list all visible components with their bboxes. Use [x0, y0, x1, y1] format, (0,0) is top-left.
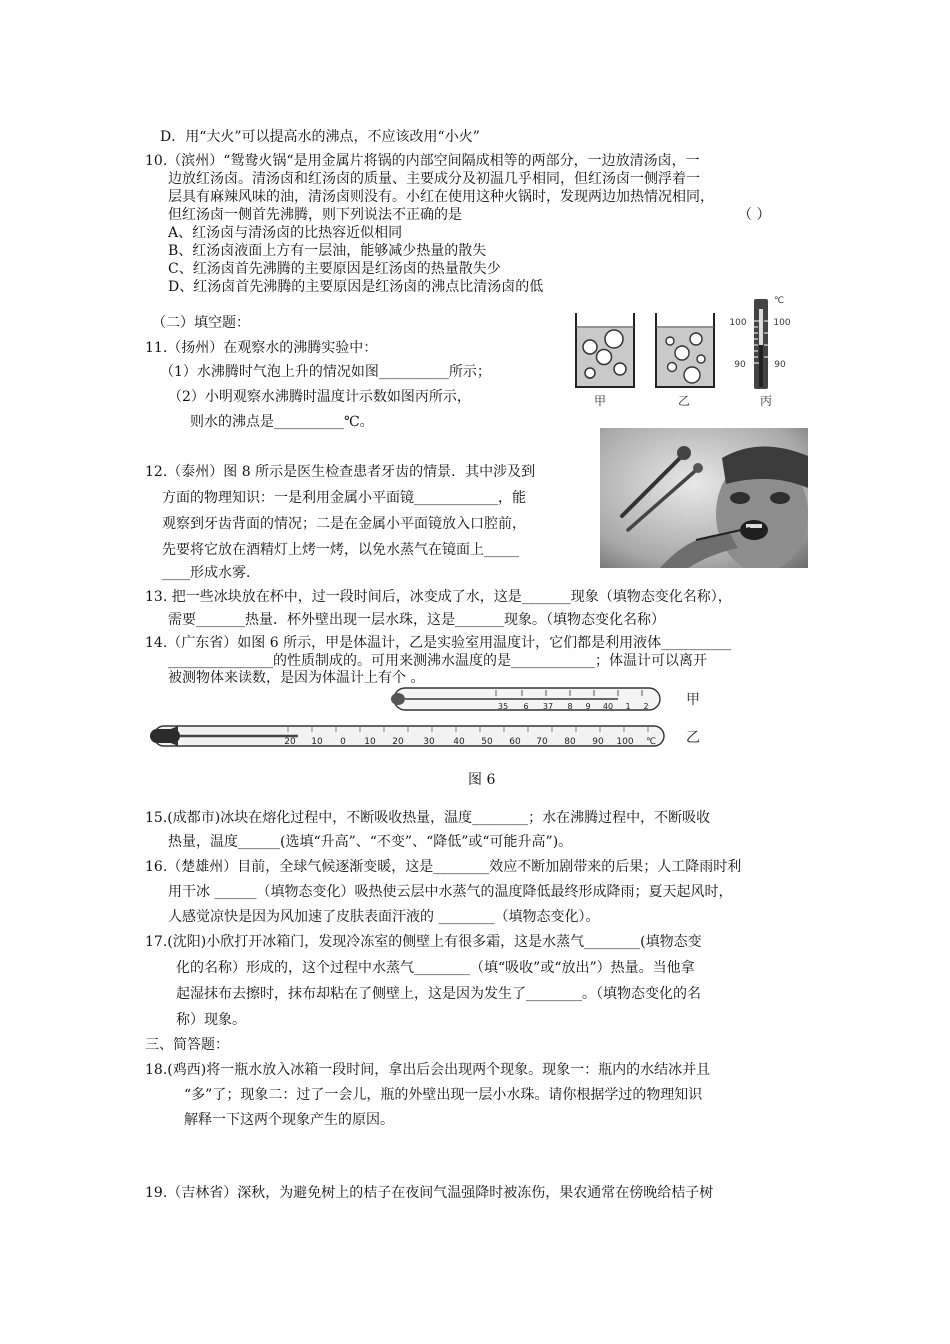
yi-tick-20: 20 — [392, 737, 404, 747]
q10-option-b: B、红汤卤液面上方有一层油，能够减少热量的散失 — [168, 243, 487, 259]
label-jia: 甲 — [686, 692, 700, 708]
yi-tick-unit: ℃ — [645, 737, 657, 747]
q14-line1: 14.（广东省）如图 6 所示，甲是体温计，乙是实验室用温度计，它们都是利用液体__________ — [145, 635, 732, 651]
beaker-jia-label: 甲 — [593, 394, 607, 408]
q18-line3: 解释一下这两个现象产生的原因。 — [184, 1112, 394, 1128]
yi-tick-30: 30 — [423, 737, 435, 747]
yi-tick-50: 50 — [481, 737, 493, 747]
yi-tick-10: 10 — [364, 737, 376, 747]
q19-line1: 19.（吉林省）深秋，为避免树上的桔子在夜间气温强降时被冻伤，果农通常在傍晚给桔子树 — [145, 1185, 714, 1201]
thermometer-bing — [754, 299, 768, 389]
yi-tick-100: 100 — [616, 737, 634, 747]
q12-line2: 方面的物理知识：一是利用金属小平面镜____________，能 — [162, 490, 526, 506]
jia-tick-35: 35 — [497, 702, 509, 711]
q12-line1: 12.（泰州）图 8 所示是医生检查患者牙齿的情景．其中涉及到 — [145, 464, 536, 480]
q13-line1: 13. 把一些冰块放在杯中，过一段时间后，冰变成了水，这是_______现象（填物态变化名称）， — [145, 589, 732, 605]
q15-line2: 热量，温度______(选填“升高”、“不变”、“降低”或“可能升高”)。 — [168, 834, 573, 850]
q15-line1: 15.(成都市)冰块在熔化过程中，不断吸收热量，温度________；水在沸腾过程中，不断吸收 — [145, 810, 711, 826]
boiling-experiment-figure — [568, 295, 808, 410]
q12-line4: 先要将它放在酒精灯上烤一烤，以免水蒸气在镜面上_____ — [162, 542, 519, 558]
yi-tick-m10: 10 — [311, 737, 323, 747]
dentist-photo — [600, 428, 808, 568]
yi-tick-90: 90 — [592, 737, 604, 747]
q10-option-d: D、红汤卤首先沸腾的主要原因是红汤卤的沸点比清汤卤的低 — [168, 279, 544, 295]
thermometer-bing-label: 丙 — [759, 394, 773, 408]
beaker-yi-label: 乙 — [677, 394, 691, 408]
beaker-yi — [656, 313, 714, 387]
q16-line3: 人感觉凉快是因为风加速了皮肤表面汗液的 ________（填物态变化）。 — [168, 909, 600, 925]
q14-line2: _______________的性质制成的。可用来测沸水温度的是____________；体温计可以离开 — [168, 653, 707, 669]
section-short-answer-heading: 三、简答题： — [145, 1037, 229, 1053]
q17-line2: 化的名称）形成的，这个过程中水蒸气________（填“吸收”或“放出”）热量。当他拿 — [176, 960, 695, 976]
jia-tick-37: 37 — [542, 702, 554, 711]
q10-answer-bracket: （ ） — [738, 207, 771, 223]
q17-line4: 称）现象。 — [176, 1012, 246, 1028]
thermometer-unit: ℃ — [774, 296, 785, 306]
q12-line3: 观察到牙齿背面的情况；二是在金属小平面镜放入口腔前， — [162, 516, 526, 532]
thermo-left-90: 90 — [734, 360, 746, 370]
q10-line2: 边放红汤卤。清汤卤和红汤卤的质量、主要成分及初温几乎相同，但红汤卤一侧浮着一 — [168, 171, 700, 187]
jia-tick-39: 9 — [585, 702, 591, 711]
jia-tick-40: 40 — [602, 702, 614, 711]
q11-line1: 11.（扬州）在观察水的沸腾实验中： — [145, 340, 378, 356]
beaker-jia — [576, 313, 634, 387]
q14-line3: 被测物体来读数，是因为体温计上有个 。 — [168, 670, 425, 686]
q11-line4: 则水的沸点是__________℃。 — [190, 414, 374, 430]
q10-option-a: A、红汤卤与清汤卤的比热容近似相同 — [168, 225, 403, 241]
section-fill-in-heading: （二）填空题： — [152, 315, 250, 331]
q10-option-c: C、红汤卤首先沸腾的主要原因是红汤卤的热量散失少 — [168, 261, 501, 277]
q16-line2: 用干冰 ______（填物态变化）吸热使云层中水蒸气的温度降低最终形成降雨；夏天起风时， — [168, 884, 733, 900]
yi-tick-m20: 20 — [284, 737, 296, 747]
yi-tick-0: 0 — [340, 737, 346, 747]
q10-line4: 但红汤卤一侧首先沸腾，则下列说法不正确的是 — [168, 207, 462, 223]
thermo-right-90: 90 — [774, 360, 786, 370]
q11-line3: （2）小明观察水沸腾时温度计示数如图丙所示， — [168, 389, 471, 405]
jia-tick-42: 2 — [643, 702, 649, 711]
lab-thermometer — [150, 726, 664, 746]
yi-tick-80: 80 — [564, 737, 576, 747]
q17-line3: 起湿抹布去擦时，抹布却粘在了侧壁上，这是因为发生了________。（填物态变化的名 — [176, 986, 701, 1002]
q18-line2: “多”了；现象二：过了一会儿，瓶的外壁出现一层小水珠。请你根据学过的物理知识 — [184, 1087, 703, 1103]
thermo-left-100: 100 — [729, 318, 747, 328]
q12-line5: ____形成水雾． — [162, 565, 260, 581]
q16-line1: 16.（楚雄州）目前，全球气候逐渐变暖，这是________效应不断加剧带来的后果；人工降雨时利 — [145, 859, 742, 875]
thermo-right-100: 100 — [773, 318, 791, 328]
q13-line2: 需要_______热量．杯外壁出现一层水珠，这是_______现象。（填物态变化名称） — [168, 612, 665, 628]
q10-line1: 10.（滨州）“鸳鸯火锅“是用金属片将锅的内部空间隔成相等的两部分，一边放清汤卤，一 — [145, 153, 700, 169]
label-yi: 乙 — [686, 730, 700, 746]
yi-tick-40: 40 — [453, 737, 465, 747]
yi-tick-60: 60 — [509, 737, 521, 747]
jia-tick-38: 8 — [567, 702, 573, 711]
figure-6-thermometers — [148, 682, 718, 752]
yi-tick-70: 70 — [536, 737, 548, 747]
jia-tick-41: 1 — [625, 702, 631, 711]
q17-line1: 17.(沈阳)小欣打开冰箱门，发现冷冻室的侧壁上有很多霜，这是水蒸气________(填物态变 — [145, 934, 702, 950]
q11-line2: （1）水沸腾时气泡上升的情况如图__________所示； — [160, 364, 491, 380]
figure-6-caption: 图 6 — [468, 772, 496, 788]
q9-option-d: D．用“大火”可以提高水的沸点，不应该改用“小火” — [160, 129, 480, 145]
jia-tick-36: 6 — [523, 702, 529, 711]
q18-line1: 18.(鸡西)将一瓶水放入冰箱一段时间，拿出后会出现两个现象。现象一：瓶内的水结冰并且 — [145, 1062, 711, 1078]
q10-line3: 层具有麻辣风味的油，清汤卤则没有。小红在使用这种火锅时，发现两边加热情况相同， — [168, 189, 714, 205]
